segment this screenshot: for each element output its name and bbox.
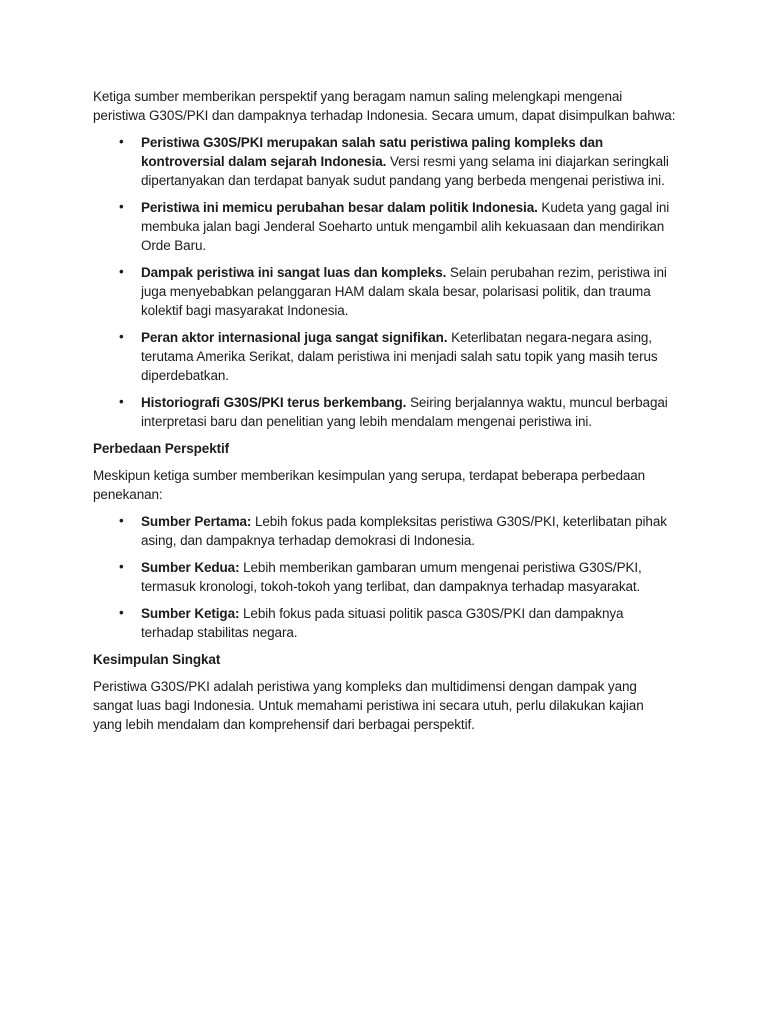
bullet-icon: • <box>119 329 124 344</box>
list-item <box>93 512 676 550</box>
bullet-lead: Sumber Ketiga: <box>141 606 240 621</box>
bullet-body: Selain perubahan rezim, peristiwa ini juga menyebabkan pelanggaran HAM dalam skala besar, polarisasi politik, dan trauma kolektif bagi masyarakat Indonesia. <box>141 265 667 318</box>
bullet-icon: • <box>119 513 124 528</box>
list-item <box>93 263 676 320</box>
bullet-body: Keterlibatan negara-negara asing, terutama Amerika Serikat, dalam peristiwa ini menjadi salah satu topik yang masih terus diperdebatkan. <box>141 330 658 383</box>
intro-paragraph: Ketiga sumber memberikan perspektif yang beragam namun saling melengkapi mengenai peristiwa G30S/PKI dan dampaknya terhadap Indonesia. Secara umum, dapat disimpulkan bahwa: <box>93 89 676 123</box>
bullet-lead: Sumber Kedua: <box>141 560 240 575</box>
bullet-lead: Historiografi G30S/PKI terus berkembang. <box>141 395 407 410</box>
list-item <box>93 604 676 642</box>
main-bullet-list <box>93 133 676 431</box>
bullet-lead: Peristiwa ini memicu perubahan besar dalam politik Indonesia. <box>141 200 538 215</box>
bullet-icon: • <box>119 559 124 574</box>
bullet-body: Seiring berjalannya waktu, muncul berbagai interpretasi baru dan penelitian yang lebih mendalam mengenai peristiwa ini. <box>141 395 668 429</box>
section-heading-kesimpulan-singkat: Kesimpulan Singkat <box>93 652 221 667</box>
kesimpulan-paragraph: Peristiwa G30S/PKI adalah peristiwa yang kompleks dan multidimensi dengan dampak yang sangat luas bagi Indonesia. Untuk memahami peristiwa ini secara utuh, perlu dilakukan kajian yang lebih mendalam dan komprehensif dari berbagai perspektif. <box>93 679 644 732</box>
bullet-body: Lebih memberikan gambaran umum mengenai peristiwa G30S/PKI, termasuk kronologi, tokoh-tokoh yang terlibat, dan dampaknya terhadap masyarakat. <box>141 560 642 594</box>
bullet-icon: • <box>119 605 124 620</box>
list-item <box>93 393 676 431</box>
list-item <box>93 198 676 255</box>
bullet-icon: • <box>119 394 124 409</box>
bullet-icon: • <box>119 199 124 214</box>
bullet-lead: Sumber Pertama: <box>141 514 252 529</box>
list-item <box>93 133 676 190</box>
bullet-icon: • <box>119 134 124 149</box>
section-heading-perbedaan-perspektif: Perbedaan Perspektif <box>93 441 230 456</box>
bullet-body: Lebih fokus pada situasi politik pasca G30S/PKI dan dampaknya terhadap stabilitas negara. <box>141 606 624 640</box>
bullet-body: Lebih fokus pada kompleksitas peristiwa G30S/PKI, keterlibatan pihak asing, dan dampaknya terhadap demokrasi di Indonesia. <box>141 514 667 548</box>
list-item <box>93 328 676 385</box>
sumber-bullet-list <box>93 512 676 642</box>
bullet-icon: • <box>119 264 124 279</box>
list-item <box>93 558 676 596</box>
bullet-lead: Peristiwa G30S/PKI merupakan salah satu peristiwa paling kompleks dan kontroversial dalam sejarah Indonesia. <box>141 135 604 169</box>
perbedaan-intro-paragraph: Meskipun ketiga sumber memberikan kesimpulan yang serupa, terdapat beberapa perbedaan penekanan: <box>93 468 646 502</box>
bullet-body: Versi resmi yang selama ini diajarkan seringkali dipertanyakan dan terdapat banyak sudut pandang yang berbeda mengenai peristiwa ini. <box>141 154 669 188</box>
bullet-lead: Peran aktor internasional juga sangat signifikan. <box>141 330 448 345</box>
bullet-body: Kudeta yang gagal ini membuka jalan bagi Jenderal Soeharto untuk mengambil alih kekuasaan dan mendirikan Orde Baru. <box>141 200 670 253</box>
bullet-lead: Dampak peristiwa ini sangat luas dan kompleks. <box>141 265 447 280</box>
